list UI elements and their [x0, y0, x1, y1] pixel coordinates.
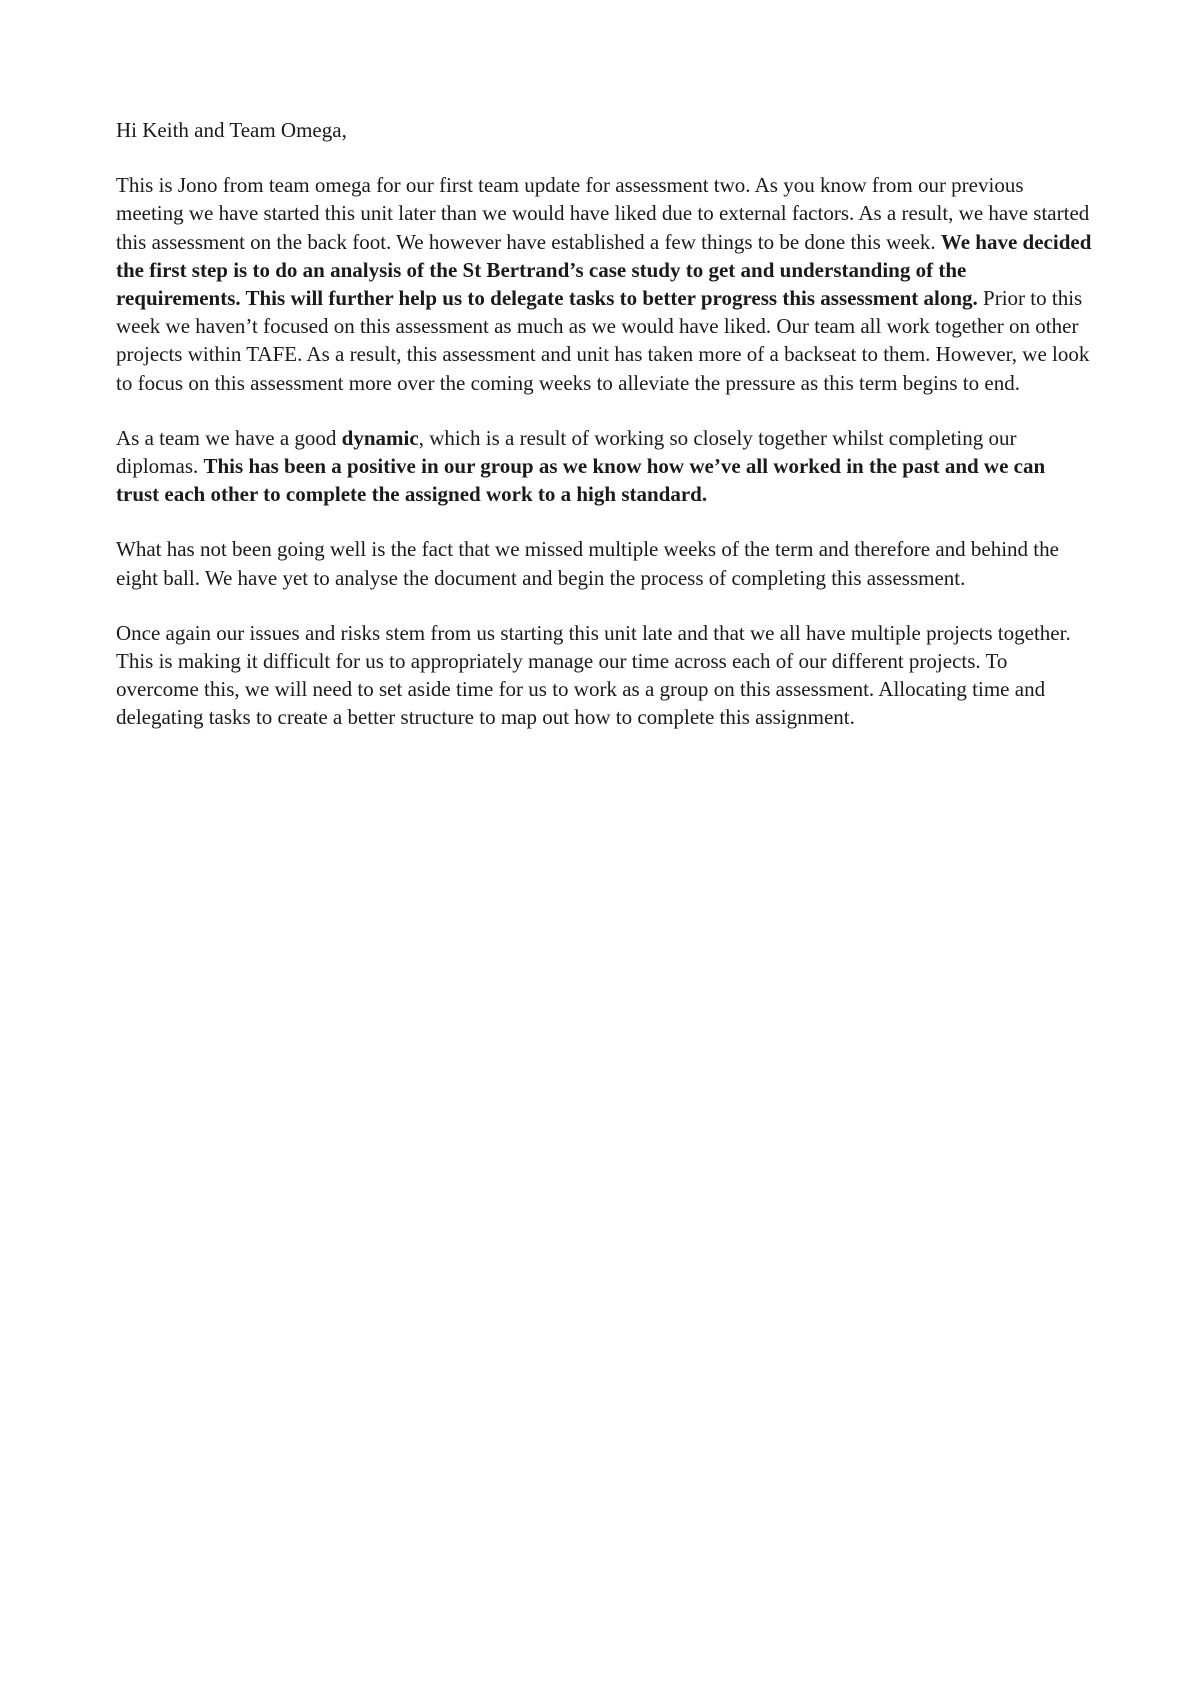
paragraph-team-intro: As a team we have a good	[116, 425, 342, 450]
paragraph-team-middle: , which is a result of working so closely together whilst completing our diplomas.	[116, 425, 1017, 479]
paragraph-update-intro: This is Jono from team omega for our first team update for assessment two. As you know from our previous meeting we have started this unit later than we would have liked due to external factors. As a result, we have started this assessment on the back foot. We however have established a few things to be done this week.	[116, 173, 1090, 254]
paragraph-not-going-well: What has not been going well is the fact that we missed multiple weeks of the term and therefore and behind the eight ball. We have yet to analyse the document and begin the process of completing this assessment.	[116, 537, 1059, 590]
paragraph-team-dynamic	[116, 424, 1092, 509]
paragraph-team-bold: This has been a positive in our group as we know how we’ve all worked in the past and we can trust each other to complete the assigned work to a high standard.	[116, 454, 1046, 507]
document-page	[116, 116, 1092, 759]
paragraph-update	[116, 171, 1092, 397]
paragraph-team-keyword: dynamic	[341, 425, 419, 450]
greeting-line: Hi Keith and Team Omega,	[116, 118, 347, 142]
paragraph-issues-risks: Once again our issues and risks stem from us starting this unit late and that we all have multiple projects together. This is making it difficult for us to appropriately manage our time across each of our different projects. To overcome this, we will need to set aside time for us to work as a group on this assessment. Allocating time and delegating tasks to create a better structure to map out how to complete this assignment.	[116, 620, 1071, 730]
paragraph-update-rest: Prior to this week we haven’t focused on this assessment as much as we would have liked. Our team all work together on other projects within TAFE. As a result, this assessment and unit has taken more of a backseat to them. However, we look to focus on this assessment more over the coming weeks to alleviate the pressure as this term begins to end.	[116, 286, 1090, 395]
paragraph-update-bold: We have decided the first step is to do an analysis of the St Bertrand’s case study to get and understanding of the requirements. This will further help us to delegate tasks to better progress this assessment along.	[116, 229, 1092, 311]
